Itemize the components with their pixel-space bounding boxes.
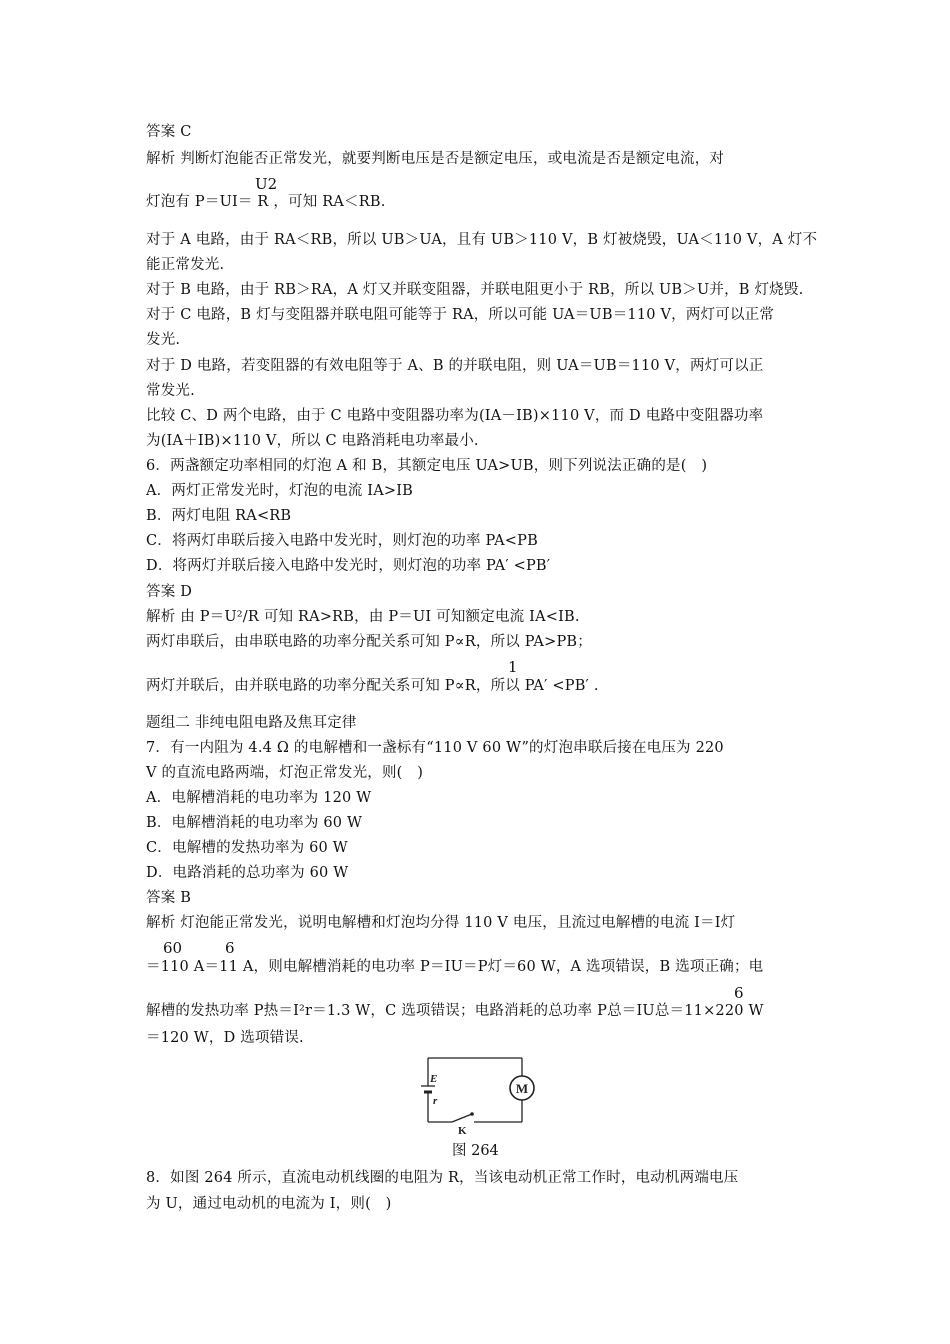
analysis-line: 常发光. xyxy=(146,383,195,399)
answer-label-7: 答案 B xyxy=(146,890,192,906)
question-7-stem: 7．有一内阻为 4.4 Ω 的电解槽和一盏标有“110 V 60 W”的灯泡串联后接在电压为 220 xyxy=(146,740,724,756)
analysis-line: 比较 C、D 两个电路，由于 C 电路中变阻器功率为(IA－IB)×110 V，而 D 电路中变阻器功率 xyxy=(146,408,764,424)
question-6-option-d: D．将两灯并联后接入电路中发光时，则灯泡的功率 PA′ <PB′ xyxy=(146,558,551,574)
analysis-line: 解析 判断灯泡能否正常发光，就要判断电压是否是额定电压，或电流是否是额定电流，对 xyxy=(146,151,725,167)
switch-pivot xyxy=(470,1112,474,1116)
question-8-stem: 为 U，通过电动机的电流为 I，则( ) xyxy=(146,1196,392,1212)
analysis-line: 解析 灯泡能正常发光，说明电解槽和灯泡均分得 110 V 电压，且流过电解槽的电流 I＝I灯 xyxy=(146,915,736,931)
question-7-stem: V 的直流电路两端，灯泡正常发光，则( ) xyxy=(146,765,424,781)
fraction-numerator: 6 xyxy=(734,984,744,1002)
fraction-numerator: 1 xyxy=(508,658,518,676)
analysis-line: 两灯并联后，由并联电路的功率分配关系可知 P∝R，所以 PA′ <PB′ . xyxy=(146,678,599,694)
analysis-line: 对于 A 电路，由于 RA＜RB，所以 UB＞UA，且有 UB＞110 V，B 灯被烧毁，UA＜110 V，A 灯不 xyxy=(146,232,818,248)
figure-caption: 图 264 xyxy=(452,1143,499,1159)
internal-resistance-label: r xyxy=(433,1095,438,1107)
analysis-line: 对于 B 电路，由于 RB＞RA，A 灯又并联变阻器，并联电阻更小于 RB，所以 UB＞U并，B 灯烧毁. xyxy=(146,282,804,298)
question-6-option-b: B．两灯电阻 RA<RB xyxy=(146,508,292,524)
analysis-line: 对于 D 电路，若变阻器的有效电阻等于 A、B 的并联电阻，则 UA＝UB＝110 V，两灯可以正 xyxy=(146,358,764,374)
question-7-option-b: B．电解槽消耗的电功率为 60 W xyxy=(146,815,363,831)
analysis-line: 解槽的发热功率 P热＝I²r＝1.3 W，C 选项错误；电路消耗的总功率 P总＝IU总＝11×220 W xyxy=(146,1003,764,1019)
question-7-option-d: D．电路消耗的总功率为 60 W xyxy=(146,865,349,881)
analysis-line: 能正常发光. xyxy=(146,257,225,273)
answer-label-6: 答案 D xyxy=(146,584,193,600)
analysis-line: 发光. xyxy=(146,332,181,348)
analysis-line: 为(IA＋IB)×110 V，所以 C 电路消耗电功率最小. xyxy=(146,433,479,449)
fraction-numerator: U2 xyxy=(255,175,278,193)
motor-label: M xyxy=(515,1081,529,1096)
question-7-option-c: C．电解槽的发热功率为 60 W xyxy=(146,840,348,856)
section-heading: 题组二 非纯电阻电路及焦耳定律 xyxy=(146,715,357,731)
analysis-line: 解析 由 P＝U²/R 可知 RA>RB，由 P＝UI 可知额定电流 IA<IB. xyxy=(146,609,580,625)
question-8-stem: 8．如图 264 所示，直流电动机线圈的电阻为 R，当该电动机正常工作时，电动机两端电压 xyxy=(146,1170,739,1186)
analysis-line: 对于 C 电路，B 灯与变阻器并联电阻可能等于 RA，所以可能 UA＝UB＝110 V，两灯可以正常 xyxy=(146,307,775,323)
emf-label: E xyxy=(430,1073,438,1085)
switch-blade xyxy=(452,1114,472,1122)
fraction-numerator: 60 xyxy=(163,939,183,957)
question-6-option-c: C．将两灯串联后接入电路中发光时，则灯泡的功率 PA<PB xyxy=(146,533,538,549)
fraction-numerator: 6 xyxy=(225,939,235,957)
analysis-line: ＝120 W，D 选项错误. xyxy=(146,1030,304,1046)
analysis-line: 两灯串联后，由串联电路的功率分配关系可知 P∝R，所以 PA>PB； xyxy=(146,634,592,650)
answer-label-5: 答案 C xyxy=(146,124,192,140)
question-7-option-a: A．电解槽消耗的电功率为 120 W xyxy=(146,790,372,806)
switch-label: K xyxy=(458,1125,467,1136)
question-6-stem: 6．两盏额定功率相同的灯泡 A 和 B，其额定电压 UA>UB，则下列说法正确的是( ) xyxy=(146,458,708,474)
analysis-line: ＝110 A＝11 A，则电解槽消耗的电功率 P＝IU＝P灯＝60 W，A 选项错误，B 选项正确；电 xyxy=(146,959,764,975)
question-6-option-a: A．两灯正常发光时，灯泡的电流 IA>IB xyxy=(146,483,414,499)
circuit-diagram xyxy=(418,1052,540,1136)
analysis-line: 灯泡有 P＝UI＝ R ，可知 RA＜RB. xyxy=(146,194,386,210)
